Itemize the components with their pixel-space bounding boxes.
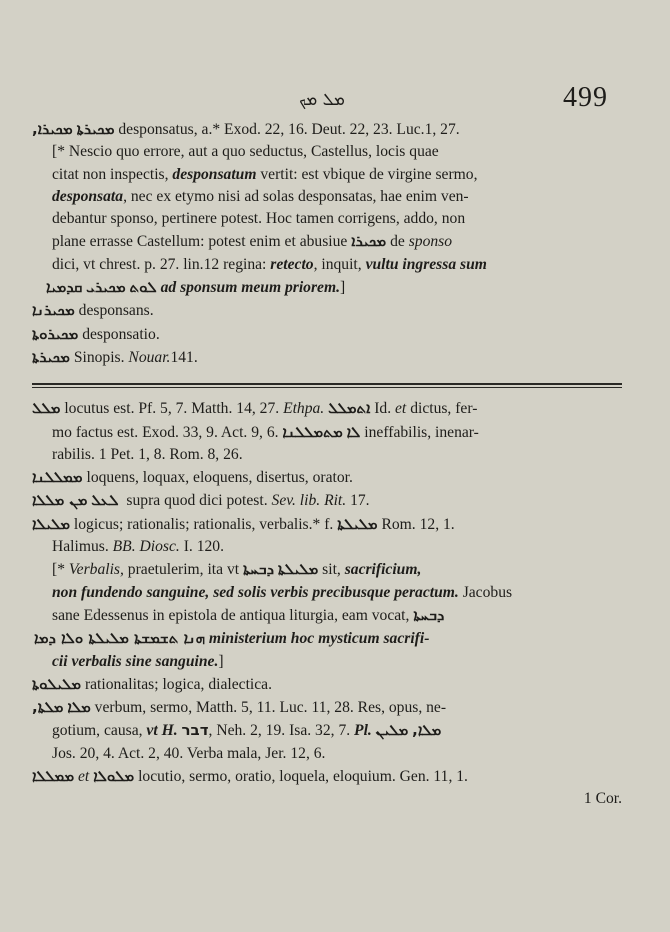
divider-thin <box>32 387 622 388</box>
divider-thick <box>32 383 622 385</box>
entry-continuation <box>32 536 622 558</box>
entry-rationalitas <box>32 673 622 696</box>
note-line <box>52 230 622 253</box>
entry-gloss: desponsatio. <box>82 325 160 343</box>
entry-verbum <box>32 696 622 719</box>
note-line <box>52 254 622 276</box>
entry-gloss: Id. <box>374 400 392 418</box>
entry-desponsatio <box>32 323 622 346</box>
entry-gloss: verbum, sermo, Matth. 5, 11. Luc. 11, 28. Res, opus, ne- <box>94 699 447 717</box>
syriac-word: ܡܠܝܠܬܐ <box>337 514 378 533</box>
note-text: , inquit, <box>313 255 366 273</box>
entry-continuation: Jos. 20, 4. Act. 2, 40. Verba mala, Jer. 12, 6. <box>52 744 326 762</box>
note-text: ] <box>339 279 346 297</box>
entry-continuation <box>32 719 622 742</box>
syriac-word: ܡܠܘܠܐ <box>93 767 135 786</box>
syriac-headword: ܡܢ ܡܠܠܐ <box>32 491 88 510</box>
note-italic: cii verbalis sine sanguine. <box>52 652 219 670</box>
note-text: de <box>386 233 409 251</box>
syriac-word: ܡܟܝܪܝ <box>86 278 126 297</box>
entry-gloss: desponsatus, a.* Exod. 22, 16. Deut. 22, 23. Luc.1, 27. <box>118 121 460 138</box>
running-head: ܡܠ ܡܟ <box>299 90 345 110</box>
syriac-word: ܡܠܝܢ <box>375 721 409 740</box>
note-italic: sponso <box>408 233 453 251</box>
grammar-label: Ethpa. <box>283 400 325 418</box>
note-line <box>46 276 622 299</box>
syriac-word: ܠܘܬ <box>129 278 157 297</box>
conjunction-italic: et <box>395 400 407 418</box>
section-divider <box>32 375 622 393</box>
page-body <box>32 118 622 811</box>
note-text: [* <box>52 561 69 579</box>
note-italic: desponsatum <box>172 165 257 183</box>
syriac-headword-fem: ܡܟܝܪܬܐ <box>76 120 115 138</box>
source-abbrev: BB. Diosc. <box>112 538 180 556</box>
conjunction-italic: et <box>78 768 90 786</box>
syriac-word: ܠܐ <box>346 422 361 441</box>
syriac-headword: ܡܡܠܠܢܐ <box>32 468 83 487</box>
syriac-word: ܩܕܡܝܐ <box>46 278 83 297</box>
page-number: 499 <box>563 82 608 113</box>
note-italic: Verbalis, <box>68 561 124 579</box>
note-text: , nec ex etymo nisi ad solas desponsatas, hae enim ven- <box>123 187 469 205</box>
entry-gloss: logicus; rationalis; rationalis, verbalis.* f. <box>73 515 334 533</box>
note-italic: sacrificium, <box>344 561 422 579</box>
syriac-word: ܡܠܐ <box>67 698 91 717</box>
syriac-headword: ܡܡܠܠܐ <box>32 767 75 786</box>
catchword: 1 Cor. <box>583 790 622 808</box>
note-italic: desponsata <box>52 187 124 205</box>
entry-continuation <box>32 421 622 444</box>
syriac-phrase: ܗܢܐ ܬܫܡܫܬܐ ܡܠܝܠܬܐ ܘܠܐ ܕܡܐ <box>34 629 205 648</box>
syriac-headword: ܡܠܝܠܘܬܐ <box>32 674 82 693</box>
note-line <box>52 558 622 581</box>
source-abbrev: Sev. lib. Rit. <box>271 492 347 510</box>
entry-gloss: mo factus est. Exod. 33, 9. Act. 9, 6. <box>52 423 279 441</box>
entry-gloss: desponsans. <box>78 302 154 320</box>
note-text: sane Edessenus in epistola de antiqua liturgia, eam vocat, <box>52 606 414 624</box>
entry-ref: , Neh. 2, 19. Isa. 32, 7. <box>208 722 351 740</box>
syriac-headword: ܡܠܝܠܐ <box>32 514 70 533</box>
entry-gloss: locutio, sermo, oratio, loquela, eloquium. Gen. 11, 1. <box>138 768 468 786</box>
entry-desponsans <box>32 299 622 322</box>
note-line <box>52 651 622 673</box>
entry-loquens <box>32 466 622 489</box>
entry-gloss: supra quod dici potest. <box>126 492 268 510</box>
entry-gloss: dictus, fer- <box>410 400 478 418</box>
note-italic: ad sponsum meum priorem. <box>160 279 340 297</box>
note-text: vertit: est vbique de virgine sermo, <box>256 165 478 183</box>
entry-gloss: Halimus. <box>52 538 109 556</box>
entry-locutio <box>32 765 622 788</box>
grammar-label: Pl. <box>354 722 372 740</box>
note-verbalis <box>32 558 622 672</box>
syriac-headword: ܡܟܝܪܢܐ <box>32 301 75 320</box>
entry-ref: Rom. 12, 1. <box>381 515 455 533</box>
page-header <box>0 82 670 122</box>
syriac-word: ܡܬܡܠܠܢܐ <box>282 422 343 441</box>
syriac-headword: ܡܟܝܪܬܐ <box>32 347 70 366</box>
entry-logicus <box>32 513 622 536</box>
syriac-word: ܕܒܚܬܐ <box>413 605 445 624</box>
note-italic: ministerium hoc mysticum sacrifi- <box>208 630 430 648</box>
entry-desponsatus <box>32 118 622 141</box>
note-italic: vultu ingressa sum <box>365 255 487 273</box>
syriac-headword: ܡܠܠ <box>32 399 61 418</box>
entry-gloss: loquens, loquax, eloquens, disertus, orator. <box>86 469 353 487</box>
syriac-headword: ܡܠܬܐ, <box>32 698 64 717</box>
note-italic: non fundendo sanguine, sed solis verbis precibusque peractum. <box>52 583 459 601</box>
syriac-word: ܠܥܠ <box>91 491 119 510</box>
entry-gloss: gotium, causa, <box>52 722 143 740</box>
note-line <box>52 582 622 604</box>
note-line: debantur sponso, pertinere potest. Hoc tamen corrigens, addo, non <box>52 210 466 228</box>
syriac-headword: ܡܟܝܪܐ, <box>32 120 73 138</box>
entry-continuation: rabilis. 1 Pet. 1, 8. Rom. 8, 26. <box>52 445 243 463</box>
note-text: Jacobus <box>458 583 513 601</box>
note-line: [* Nescio quo errore, aut a quo seductus, Castellus, locis quae <box>52 143 439 161</box>
entry-gloss: Sinopis. <box>73 348 125 366</box>
note-line <box>52 186 622 208</box>
entry-ref: 17. <box>350 492 370 510</box>
note-text: dici, vt chrest. p. 27. lin.12 regina: <box>52 255 271 273</box>
syriac-word: ܡܟܝܪܐ <box>351 232 387 251</box>
hebrew-word: דבר <box>181 721 209 740</box>
entry-sinopis <box>32 346 622 369</box>
syriac-word: ܡܠܝܠܬܐ <box>277 560 319 579</box>
entry-ref: I. 120. <box>183 538 224 556</box>
note-text: praetulerim, ita vt <box>123 561 243 579</box>
note-italic: vt H. <box>146 722 178 740</box>
syriac-word: ܐܬܡܠܠ <box>328 399 371 418</box>
note-line <box>52 164 622 186</box>
entry-supra <box>32 489 622 512</box>
note-line <box>34 627 622 650</box>
note-castellus <box>32 141 622 299</box>
note-text: ] <box>218 652 224 670</box>
entry-ref: 141. <box>170 348 198 366</box>
syriac-word: ܡܠܐ, <box>412 721 442 740</box>
syriac-headword: ܡܟܝܪܘܬܐ <box>32 324 79 343</box>
note-text: plane errasse Castellum: potest enim et abusiue <box>52 233 352 251</box>
source-abbrev: Nouar. <box>128 348 171 366</box>
note-italic: retecto <box>270 255 314 273</box>
note-text: sit, <box>318 561 345 579</box>
note-text: citat non inspectis, <box>52 165 173 183</box>
note-line <box>52 604 622 627</box>
entry-gloss: ineffabilis, inenar- <box>364 423 479 441</box>
entry-locutus <box>32 397 622 420</box>
entry-gloss: rationalitas; logica, dialectica. <box>84 675 272 693</box>
syriac-word: ܕܒܚܬܐ <box>242 560 274 579</box>
entry-gloss: locutus est. Pf. 5, 7. Matth. 14, 27. <box>64 400 280 418</box>
